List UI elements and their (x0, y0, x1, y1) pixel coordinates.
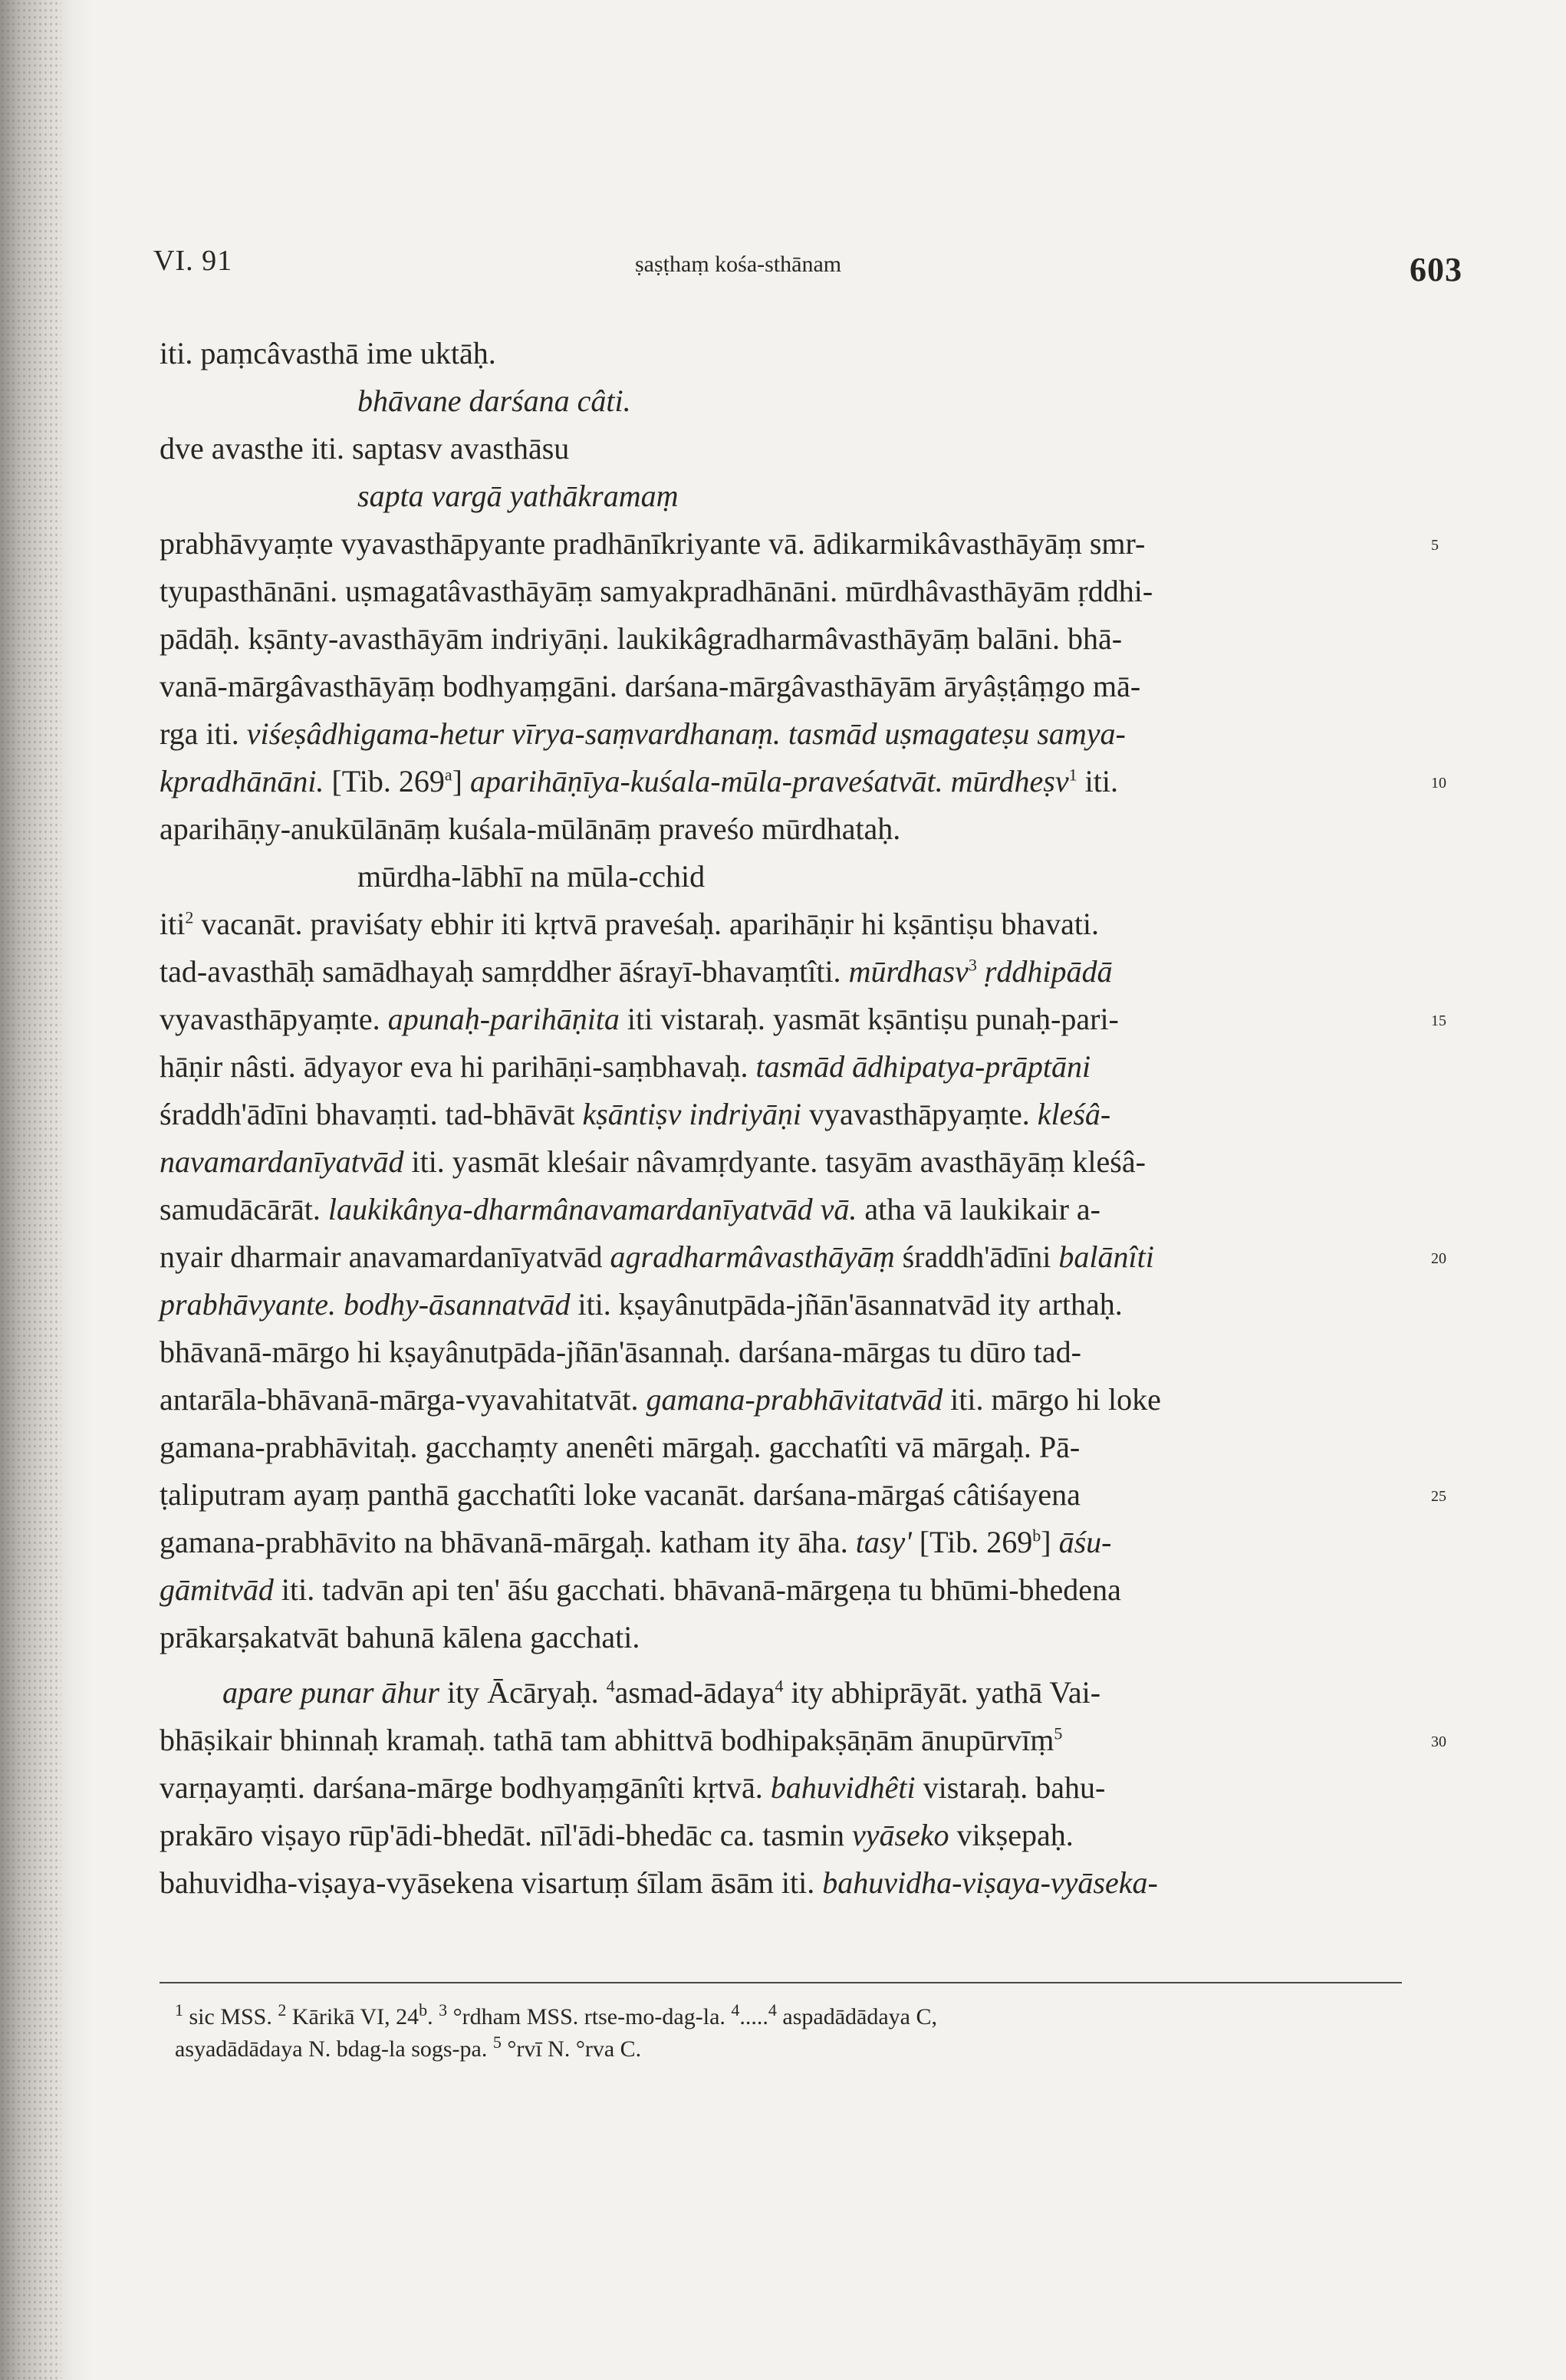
footnote-marker: 4 (731, 2000, 740, 2020)
line-number: 20 (1431, 1250, 1446, 1267)
verse-line (357, 856, 1566, 897)
text-segment: °rdham MSS. rtse-mo-dag-la. (447, 2004, 732, 2029)
text-segment: apare punar āhur (222, 1675, 439, 1710)
text-line (160, 761, 1402, 802)
running-header-title: ṣaṣṭhaṃ kośa-sthānam (635, 252, 842, 277)
text-segment: hāṇir nâsti. ādyayor eva hi parihāṇi-saṃbhavaḥ. (160, 1049, 756, 1084)
text-line (160, 523, 1402, 565)
text-line (160, 1862, 1402, 1904)
text-segment: balānîti (1058, 1239, 1154, 1274)
text-line (160, 904, 1402, 945)
text-segment: tasy' (855, 1525, 912, 1559)
text-segment: bhāvane darśana câti. (357, 383, 631, 418)
text-segment: iti. kṣayânutpāda-jñān'āsannatvād ity arthaḥ. (570, 1287, 1123, 1322)
text-segment: vanā-mārgâvasthāyāṃ bodhyaṃgāni. darśana-mārgâvasthāyām āryâṣṭâṃgo mā- (160, 669, 1141, 703)
text-line (160, 1236, 1402, 1278)
text-line (160, 999, 1402, 1040)
text-line (160, 618, 1402, 660)
text-segment: bhāṣikair bhinnaḥ kramaḥ. tathā tam abhittvā bodhipakṣāṇām ānupūrvīṃ (160, 1723, 1054, 1757)
text-segment: ity Ācāryaḥ. (439, 1675, 607, 1710)
text-segment: apunaḥ-parihāṇita (387, 1002, 620, 1036)
text-segment: dve avasthe iti. saptasv avasthāsu (160, 431, 570, 466)
text-line (160, 1569, 1402, 1611)
text-segment: gamana-prabhāvito na bhāvanā-mārgaḥ. katham ity āha. (160, 1525, 856, 1559)
text-line (160, 1284, 1402, 1325)
text-segment: ] (452, 764, 470, 798)
text-line (160, 428, 1402, 469)
verse-line (357, 380, 1566, 422)
text-segment: bahuvidha-viṣaya-vyāsekena visartuṃ śīlam āsām iti. (160, 1865, 823, 1900)
footnote-line (175, 2034, 1402, 2065)
text-segment: vyāseko (851, 1818, 949, 1852)
footnote-marker: b (1032, 1526, 1041, 1546)
text-segment: bhāvanā-mārgo hi kṣayânutpāda-jñān'āsannaḥ. darśana-mārgas tu dūro tad- (160, 1335, 1081, 1369)
footnote-rule (160, 1982, 1402, 1983)
footnote-marker: 1 (1068, 765, 1077, 785)
footnote-marker: 5 (492, 2033, 502, 2052)
text-line (160, 1189, 1402, 1230)
text-line (160, 1767, 1402, 1809)
text-segment: vyavasthāpyaṃte. (801, 1097, 1038, 1131)
text-segment: vikṣepaḥ. (949, 1818, 1074, 1852)
verse-line (357, 476, 1566, 517)
text-segment: navamardanīyatvād (160, 1144, 404, 1179)
text-segment: prākarṣakatvāt bahunā kālena gacchati. (160, 1620, 640, 1654)
text-line (160, 951, 1402, 992)
page-number: 603 (1410, 251, 1462, 288)
text-line (160, 1046, 1402, 1088)
text-segment: aspadādādaya C, (776, 2004, 937, 2029)
footnote-marker: a (444, 765, 452, 785)
text-segment (977, 954, 985, 989)
text-segment: iti (160, 907, 186, 941)
text-segment: prabhāvyante. bodhy-āsannatvād (160, 1287, 571, 1322)
text-segment: gamana-prabhāvitaḥ. gacchaṃty anenêti mārgaḥ. gacchatîti vā mārgaḥ. Pā- (160, 1430, 1081, 1464)
text-segment: vacanāt. praviśaty ebhir iti kṛtvā praveśaḥ. aparihāṇir hi kṣāntiṣu bhavati. (193, 907, 1100, 941)
text-segment: vyavasthāpyaṃte. (160, 1002, 388, 1036)
text-segment: iti. yasmāt kleśair nâvamṛdyante. tasyām avasthāyāṃ kleśâ- (403, 1144, 1146, 1179)
text-segment: gamana-prabhāvitatvād (646, 1382, 943, 1417)
text-line (160, 1720, 1402, 1761)
text-segment: pādāḥ. kṣānty-avasthāyām indriyāṇi. laukikâgradharmâvasthāyāṃ balāni. bhā- (160, 621, 1123, 656)
text-segment: iti vistaraḥ. yasmāt kṣāntiṣu punaḥ-pari- (619, 1002, 1119, 1036)
text-segment: prakāro viṣayo rūp'ādi-bhedāt. nīl'ādi-bhedāc ca. tasmin (160, 1818, 852, 1852)
text-segment: laukikânya-dharmânavamardanīyatvād vā. (327, 1192, 857, 1226)
text-segment: prabhāvyaṃte vyavasthāpyante pradhānīkriyante vā. ādikarmikâvasthāyāṃ smr- (160, 526, 1146, 561)
text-segment: kpradhānāni. (160, 764, 324, 798)
scan-texture (0, 0, 61, 2380)
text-line (160, 1617, 1402, 1658)
text-segment: bahuvidha-viṣaya-vyāseka- (822, 1865, 1158, 1900)
text-segment: vistaraḥ. bahu- (915, 1770, 1106, 1805)
text-segment: aparihāṇīya-kuśala-mūla-praveśatvāt. mūrdheṣv (470, 764, 1069, 798)
text-line (160, 713, 1402, 755)
text-segment: śraddh'ādīni bhavaṃti. tad-bhāvāt (160, 1097, 583, 1131)
text-segment: atha vā laukikair a- (857, 1192, 1100, 1226)
text-segment: ity abhiprāyāt. yathā Vai- (783, 1675, 1101, 1710)
text-segment: rga iti. (160, 716, 247, 751)
text-line (160, 1474, 1402, 1516)
text-segment: tyupasthānāni. uṣmagatâvasthāyāṃ samyakpradhānāni. mūrdhâvasthāyām ṛddhi- (160, 574, 1153, 608)
text-segment: śraddh'ādīni (894, 1239, 1059, 1274)
line-number: 5 (1431, 537, 1439, 554)
text-segment: ..... (739, 2004, 768, 2029)
footnote-marker: 3 (968, 955, 977, 975)
text-line (160, 808, 1402, 850)
text-segment: asmad-ādaya (614, 1675, 775, 1710)
text-segment: kleśâ- (1037, 1097, 1111, 1131)
text-segment: tad-avasthāḥ samādhayaḥ samṛddher āśrayī-bhavaṃtîti. (160, 954, 849, 989)
text-segment: iti. tadvān api ten' āśu gacchati. bhāvanā-mārgeṇa tu bhūmi-bhedena (273, 1572, 1121, 1607)
text-line (160, 571, 1402, 612)
text-segment: iti. (1077, 764, 1118, 798)
text-line (222, 1672, 1465, 1713)
text-segment: viśeṣâdhigama-hetur vīrya-saṃvardhanaṃ. tasmād uṣmagateṣu samya- (246, 716, 1126, 751)
text-segment: . (427, 2004, 439, 2029)
text-segment: [Tib. 269 (324, 764, 445, 798)
text-segment: antarāla-bhāvanā-mārga-vyavahitatvāt. (160, 1382, 646, 1417)
text-segment: āśu- (1058, 1525, 1112, 1559)
text-segment: kṣāntiṣv indriyāṇi (582, 1097, 802, 1131)
text-segment: iti. paṃcâvasthā ime uktāḥ. (160, 336, 496, 370)
footnote-marker: 5 (1054, 1723, 1063, 1743)
text-line (160, 1522, 1402, 1563)
footnote-line (175, 2002, 1402, 2033)
text-line (160, 666, 1402, 707)
line-number: 15 (1431, 1012, 1446, 1029)
text-line (160, 1332, 1402, 1373)
text-segment: ṛddhipādā (984, 954, 1113, 989)
text-segment: samudācārāt. (160, 1192, 328, 1226)
footnote-marker: 2 (185, 907, 194, 927)
text-segment: bahuvidhêti (770, 1770, 916, 1805)
footnote-marker: 3 (439, 2000, 448, 2020)
running-header-section: VI. 91 (153, 245, 233, 277)
text-segment: [Tib. 269 (911, 1525, 1033, 1559)
text-line (160, 1094, 1402, 1135)
line-number: 25 (1431, 1488, 1446, 1505)
text-segment: sapta vargā yathākramaṃ (357, 479, 679, 513)
text-segment: mūrdhasv (848, 954, 969, 989)
footnote-marker: 1 (175, 2000, 183, 2020)
line-number: 10 (1431, 775, 1446, 792)
footnote-marker: 2 (278, 2000, 287, 2020)
text-segment: sic MSS. (183, 2004, 278, 2029)
text-line (160, 1427, 1402, 1468)
text-segment: ṭaliputram ayaṃ panthā gacchatîti loke vacanāt. darśana-mārgaś câtiśayena (160, 1477, 1081, 1512)
footnote-marker: 4 (775, 1676, 784, 1696)
text-segment: mūrdha-lābhī na mūla-cchid (357, 859, 706, 894)
footnote-marker: 4 (768, 2000, 777, 2020)
text-line (160, 333, 1402, 374)
text-segment: iti. mārgo hi loke (943, 1382, 1161, 1417)
text-segment: nyair dharmair anavamardanīyatvād (160, 1239, 610, 1274)
text-segment: Kārikā VI, 24 (286, 2004, 419, 2029)
footnote-marker: b (419, 2000, 428, 2020)
text-line (160, 1141, 1402, 1183)
text-line (160, 1379, 1402, 1420)
text-segment: aparihāṇy-anukūlānāṃ kuśala-mūlānāṃ praveśo mūrdhataḥ. (160, 811, 901, 846)
text-segment: tasmād ādhipatya-prāptāni (755, 1049, 1091, 1084)
footnote-marker: 4 (606, 1676, 615, 1696)
text-segment: asyadādādaya N. bdag-la sogs-pa. (175, 2036, 493, 2062)
text-line (160, 1815, 1402, 1856)
text-segment: °rvī N. °rva C. (501, 2036, 642, 2062)
text-segment: gāmitvād (160, 1572, 274, 1607)
line-number: 30 (1431, 1733, 1446, 1750)
text-segment: agradharmâvasthāyāṃ (610, 1239, 895, 1274)
text-segment: varṇayaṃti. darśana-mārge bodhyaṃgānîti kṛtvā. (160, 1770, 771, 1805)
text-segment: ] (1041, 1525, 1059, 1559)
